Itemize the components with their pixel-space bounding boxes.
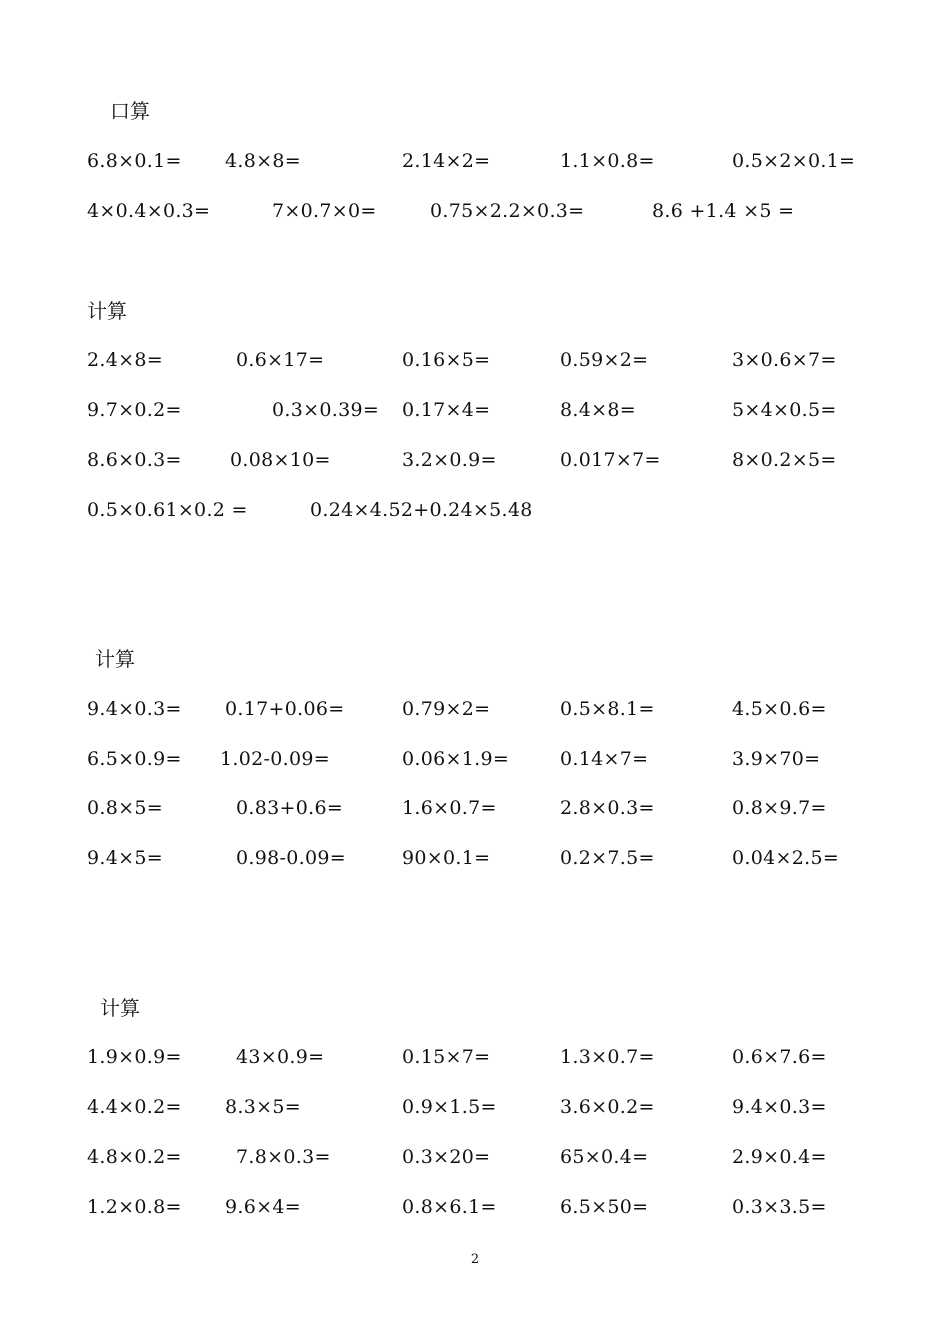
problem: 3.6×0.2= xyxy=(560,1096,655,1118)
problem: 0.8×6.1= xyxy=(402,1196,497,1218)
problem: 7.8×0.3= xyxy=(236,1146,331,1168)
problem: 0.3×20= xyxy=(402,1146,491,1168)
problem: 0.98-0.09= xyxy=(236,847,346,869)
page-number: 2 xyxy=(470,1252,480,1267)
problem: 9.4×0.3= xyxy=(732,1096,827,1118)
problem: 0.017×7= xyxy=(560,449,661,471)
problem: 0.04×2.5= xyxy=(732,847,840,869)
problem: 0.06×1.9= xyxy=(402,748,510,770)
problem: 2.9×0.4= xyxy=(732,1146,827,1168)
problem: 4×0.4×0.3= xyxy=(87,200,211,222)
problem: 7×0.7×0= xyxy=(272,200,377,222)
section-heading-oral: 口算 xyxy=(110,99,150,123)
problem: 0.14×7= xyxy=(560,748,649,770)
problem: 6.5×0.9= xyxy=(87,748,182,770)
problem: 1.9×0.9= xyxy=(87,1046,182,1068)
problem: 0.59×2= xyxy=(560,349,649,371)
problem: 3.9×70= xyxy=(732,748,821,770)
problem: 0.5×8.1= xyxy=(560,698,655,720)
problem: 8.4×8= xyxy=(560,399,636,421)
problem: 2.14×2= xyxy=(402,150,491,172)
problem: 2.8×0.3= xyxy=(560,797,655,819)
problem: 0.16×5= xyxy=(402,349,491,371)
problem: 1.3×0.7= xyxy=(560,1046,655,1068)
problem: 0.8×5= xyxy=(87,797,163,819)
problem: 3.2×0.9= xyxy=(402,449,497,471)
problem: 0.15×7= xyxy=(402,1046,491,1068)
problem: 2.4×8= xyxy=(87,349,163,371)
problem: 0.79×2= xyxy=(402,698,491,720)
problem: 1.1×0.8= xyxy=(560,150,655,172)
problem: 1.6×0.7= xyxy=(402,797,497,819)
problem: 6.8×0.1= xyxy=(87,150,182,172)
problem: 0.17×4= xyxy=(402,399,491,421)
problem: 0.5×0.61×0.2 = xyxy=(87,499,248,521)
problem: 0.24×4.52+0.24×5.48 xyxy=(310,499,533,521)
problem: 0.08×10= xyxy=(230,449,331,471)
problem: 9.6×4= xyxy=(225,1196,301,1218)
problem: 9.7×0.2= xyxy=(87,399,182,421)
problem: 8.6×0.3= xyxy=(87,449,182,471)
problem: 4.5×0.6= xyxy=(732,698,827,720)
problem: 0.8×9.7= xyxy=(732,797,827,819)
section-heading-calc-1: 计算 xyxy=(87,299,127,323)
problem: 9.4×5= xyxy=(87,847,163,869)
problem: 9.4×0.3= xyxy=(87,698,182,720)
problem: 43×0.9= xyxy=(236,1046,325,1068)
problem: 0.2×7.5= xyxy=(560,847,655,869)
problem: 0.83+0.6= xyxy=(236,797,344,819)
problem: 0.9×1.5= xyxy=(402,1096,497,1118)
problem: 4.4×0.2= xyxy=(87,1096,182,1118)
problem: 0.5×2×0.1= xyxy=(732,150,856,172)
problem: 5×4×0.5= xyxy=(732,399,837,421)
problem: 90×0.1= xyxy=(402,847,491,869)
problem: 8.6 +1.4 ×5 = xyxy=(652,200,795,222)
problem: 4.8×8= xyxy=(225,150,301,172)
problem: 0.6×7.6= xyxy=(732,1046,827,1068)
problem: 4.8×0.2= xyxy=(87,1146,182,1168)
problem: 8.3×5= xyxy=(225,1096,301,1118)
problem: 0.6×17= xyxy=(236,349,325,371)
problem: 1.02-0.09= xyxy=(220,748,330,770)
problem: 65×0.4= xyxy=(560,1146,649,1168)
problem: 0.3×0.39= xyxy=(272,399,380,421)
problem: 0.75×2.2×0.3= xyxy=(430,200,585,222)
problem: 1.2×0.8= xyxy=(87,1196,182,1218)
problem: 0.3×3.5= xyxy=(732,1196,827,1218)
section-heading-calc-2: 计算 xyxy=(95,647,135,671)
problem: 8×0.2×5= xyxy=(732,449,837,471)
section-heading-calc-3: 计算 xyxy=(100,996,140,1020)
problem: 6.5×50= xyxy=(560,1196,649,1218)
problem: 3×0.6×7= xyxy=(732,349,837,371)
problem: 0.17+0.06= xyxy=(225,698,345,720)
